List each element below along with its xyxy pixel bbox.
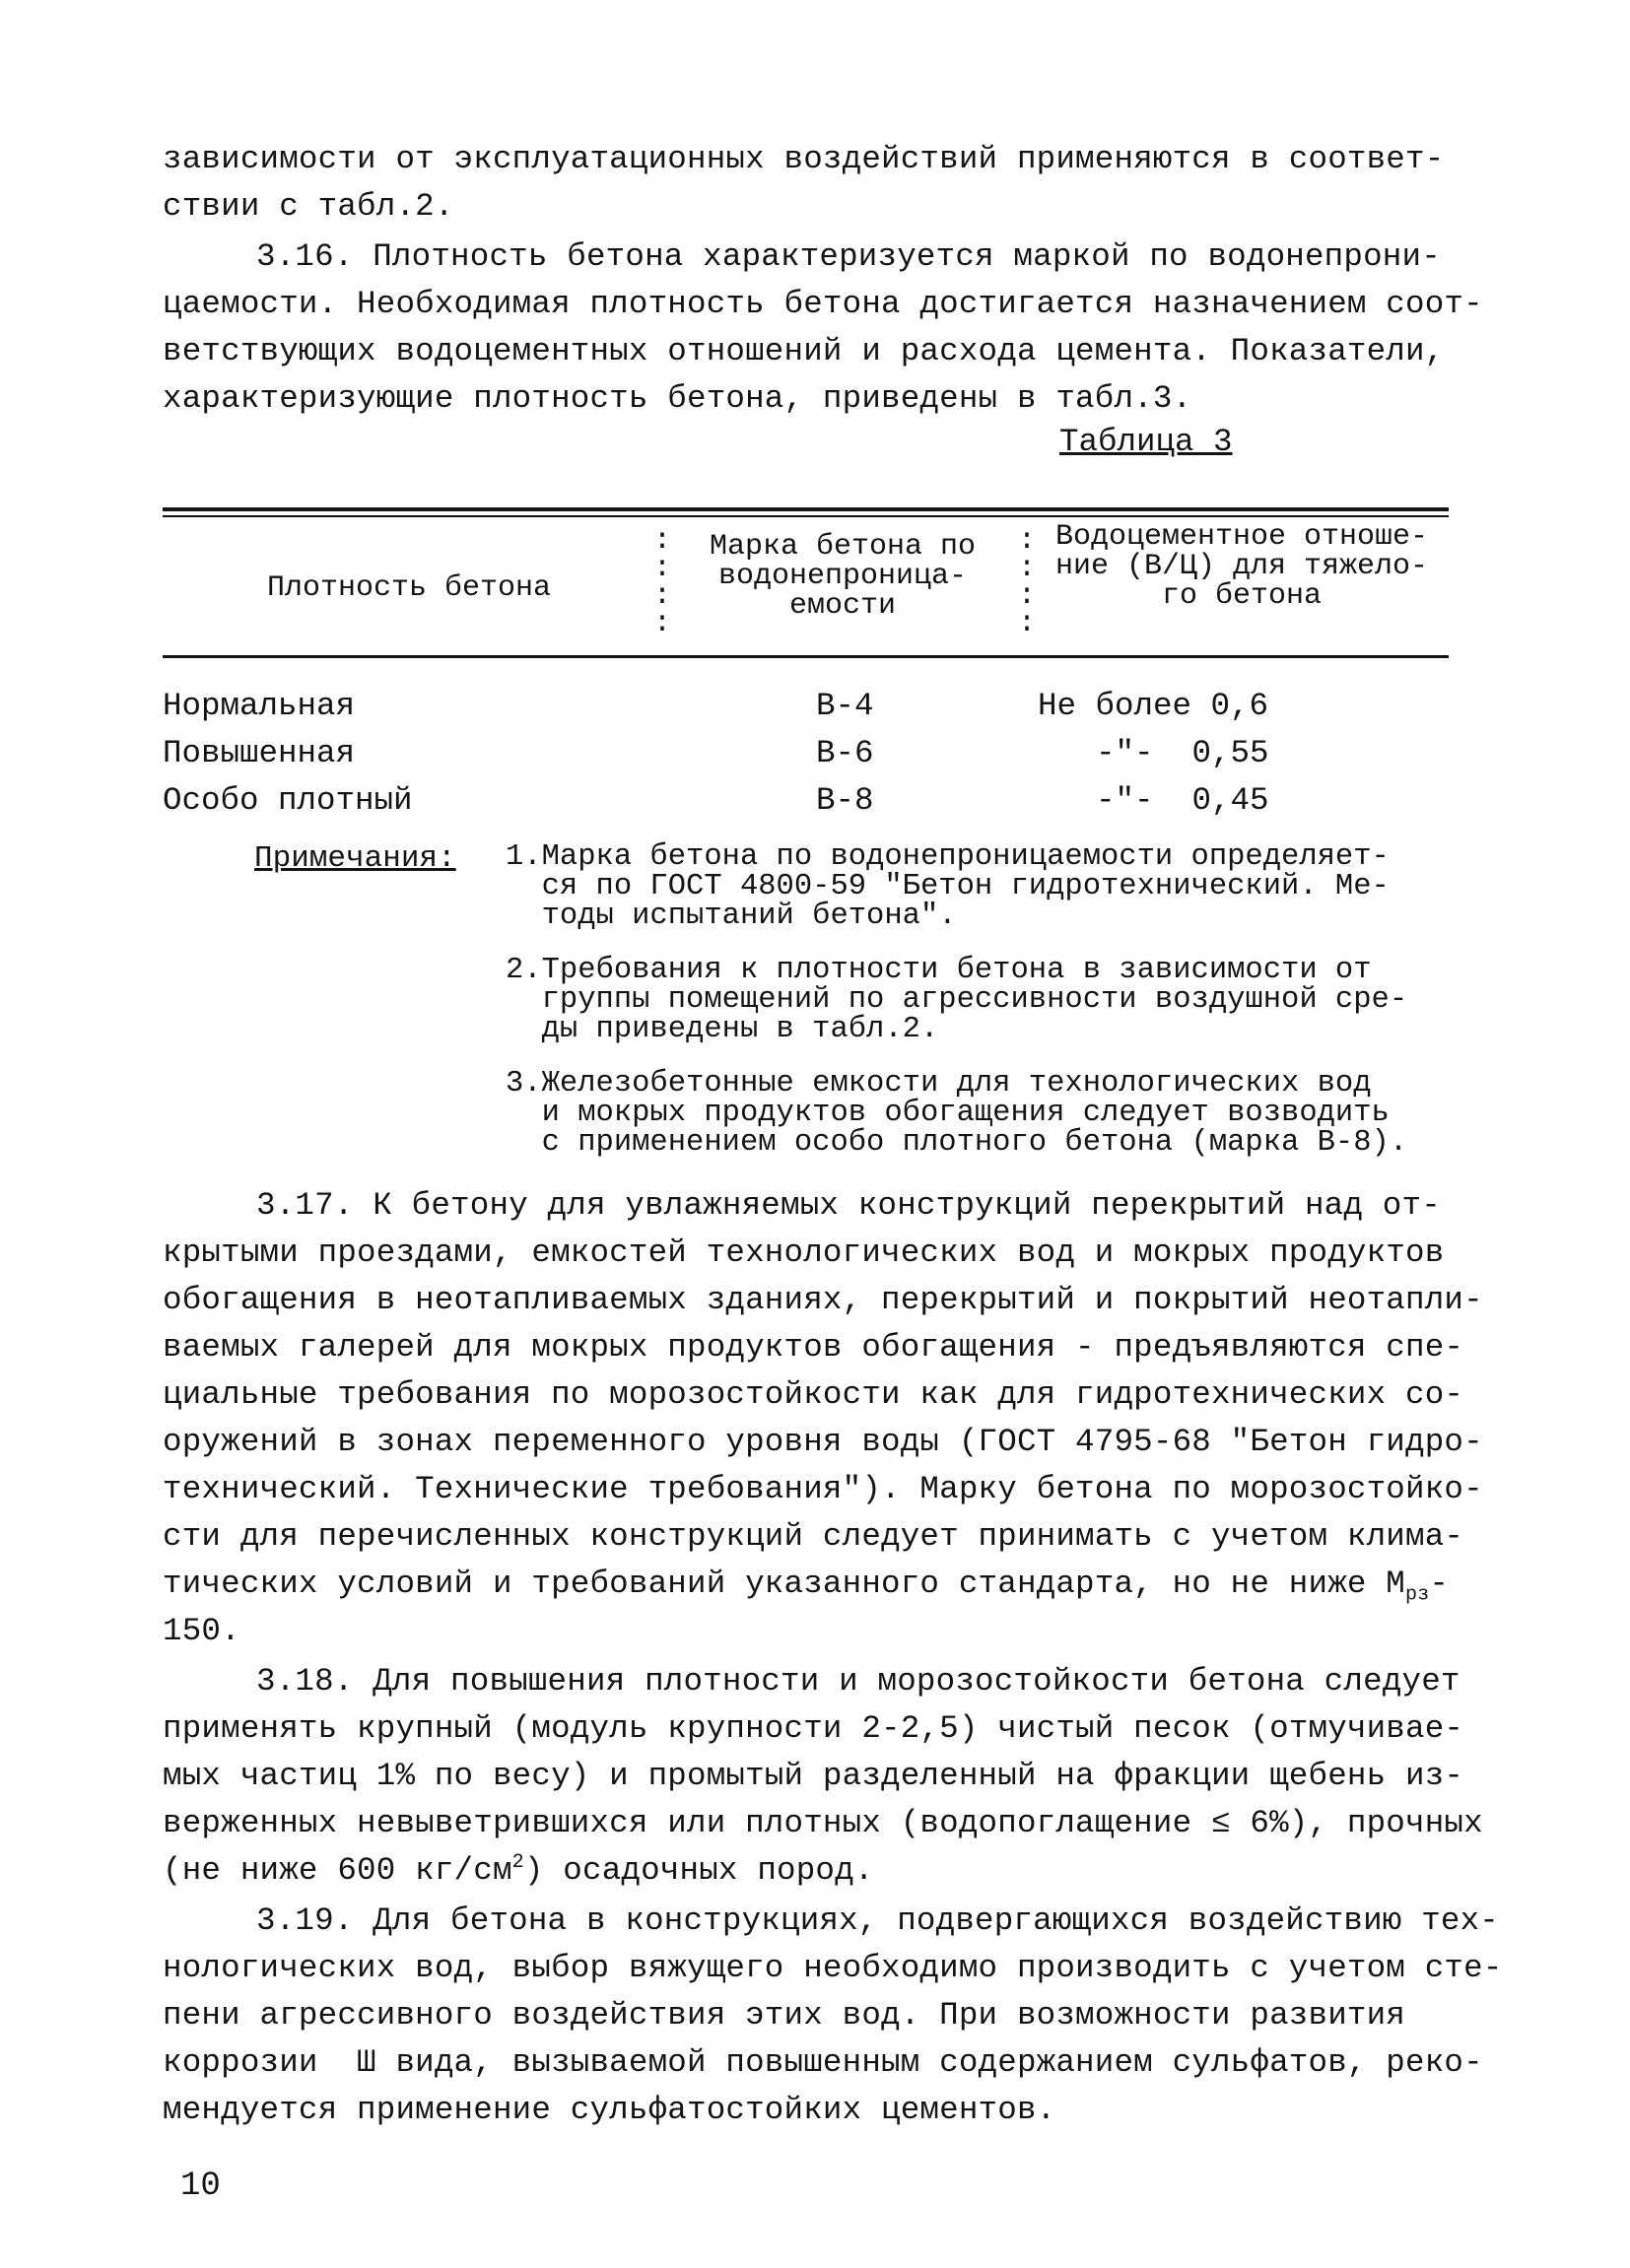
p317-line-3: обогащения в неотапливаемых зданиях, перекрытий и покрытий неотапли- [163, 1282, 1483, 1318]
row-2-wc: -"- 0,55 [1096, 735, 1269, 771]
p319-line-1: 3.19. Для бетона в конструкциях, подвергающихся воздействию тех- [256, 1902, 1500, 1939]
p319-line-3: пени агрессивного воздействия этих вод. При возможности развития [163, 1997, 1406, 2034]
row-3-grade: В-8 [816, 782, 874, 819]
p317-line-1: 3.17. К бетону для увлажняемых конструкций перекрытий над от- [256, 1187, 1441, 1224]
p317-line-8: сти для перечисленных конструкций следует принимать с учетом клима- [163, 1518, 1464, 1555]
table-header-rule [163, 655, 1449, 658]
p318-line-5-text: (не ниже 600 кг/см [163, 1852, 512, 1889]
frost-grade-subscript: рз [1405, 1583, 1430, 1607]
p316-line-4: характеризующие плотность бетона, приведены в табл.3. [163, 380, 1192, 417]
p319-line-2: нологических вод, выбор вяжущего необходимо производить с учетом сте- [163, 1950, 1503, 1986]
page-number: 10 [180, 2168, 221, 2205]
header-wc-ratio: Водоцементное отноше- ние (В/Ц) для тяжело- го бетона [1054, 520, 1429, 613]
table-top-rule-thin [163, 515, 1449, 517]
p318-line-5-end: ) осадочных пород. [523, 1852, 874, 1889]
p317-line-9-end: - [1429, 1566, 1450, 1602]
row-1-grade: В-4 [816, 688, 874, 724]
p317-line-10: 150. [163, 1613, 240, 1649]
header-grade: Марка бетона по водонепроница- емости [709, 530, 977, 623]
square-superscript: 2 [511, 1851, 524, 1875]
row-3-density: Особо плотный [163, 782, 413, 819]
table-top-rule [163, 507, 1449, 511]
note-1: 1.Марка бетона по водонепроницаемости определяет- ся по ГОСТ 4800-59 "Бетон гидротехнический. Ме- тоды испытаний бетона". [506, 840, 1390, 933]
p317-line-9-text: тических условий и требований указанного стандарта, но не ниже М [163, 1566, 1406, 1602]
p316-line-3: ветствующих водоцементных отношений и расхода цемента. Показатели, [163, 333, 1445, 369]
p317-line-2: крытыми проездами, емкостей технологических вод и мокрых продуктов [163, 1234, 1445, 1271]
notes-label: Примечания: [254, 841, 456, 876]
p318-line-1: 3.18. Для повышения плотности и морозостойкости бетона следует [256, 1663, 1460, 1700]
note-3: 3.Железобетонные емкости для технологических вод и мокрых продуктов обогащения следует возводить с применением особо плотного бетона (марка В-8). [506, 1067, 1408, 1160]
header-divider-2: : : : : [1018, 524, 1037, 640]
p316-line-2: цаемости. Необходимая плотность бетона достигается назначением соот- [163, 286, 1483, 322]
header-density: Плотность бетона [266, 571, 552, 605]
p319-line-5: мендуется применение сульфатостойких цементов. [163, 2092, 1056, 2128]
p318-line-3: мых частиц 1% по весу) и промытый разделенный на фракции щебень из- [163, 1758, 1464, 1794]
p317-line-4: ваемых галерей для мокрых продуктов обогащения - предъявляются спе- [163, 1329, 1464, 1366]
row-1-wc: Не более 0,6 [1038, 688, 1269, 724]
row-2-density: Повышенная [163, 735, 356, 771]
row-1-density: Нормальная [163, 688, 356, 724]
p317-line-9 [163, 1561, 1449, 1608]
p317-line-7: технический. Технические требования"). Марку бетона по морозостойко- [163, 1471, 1483, 1507]
row-2-grade: В-6 [816, 735, 874, 771]
intro-line-1: зависимости от эксплуатационных воздействий применяются в соответ- [163, 141, 1445, 177]
intro-line-2: ствии с табл.2. [163, 188, 454, 225]
p316-line-1: 3.16. Плотность бетона характеризуется маркой по водонепрони- [256, 238, 1441, 275]
row-3-wc: -"- 0,45 [1096, 782, 1269, 819]
p317-line-6: оружений в зонах переменного уровня воды (ГОСТ 4795-68 "Бетон гидро- [163, 1424, 1483, 1460]
table-caption: Таблица 3 [1059, 424, 1233, 460]
note-2: 2.Требования к плотности бетона в зависимости от группы помещений по агрессивности воздушной сре- ды приведены в табл.2. [506, 954, 1408, 1046]
p318-line-5 [163, 1847, 874, 1895]
p317-line-5: циальные требования по морозостойкости как для гидротехнических со- [163, 1376, 1464, 1413]
p318-line-4: верженных невыветрившихся или плотных (водопоглащение ≤ 6%), прочных [163, 1805, 1483, 1841]
header-divider-1: : : : : [653, 524, 672, 640]
p319-line-4: коррозии Ш вида, вызываемой повышенным содержанием сульфатов, реко- [163, 2044, 1483, 2081]
p318-line-2: применять крупный (модуль крупности 2-2,5) чистый песок (отмучивае- [163, 1710, 1464, 1747]
